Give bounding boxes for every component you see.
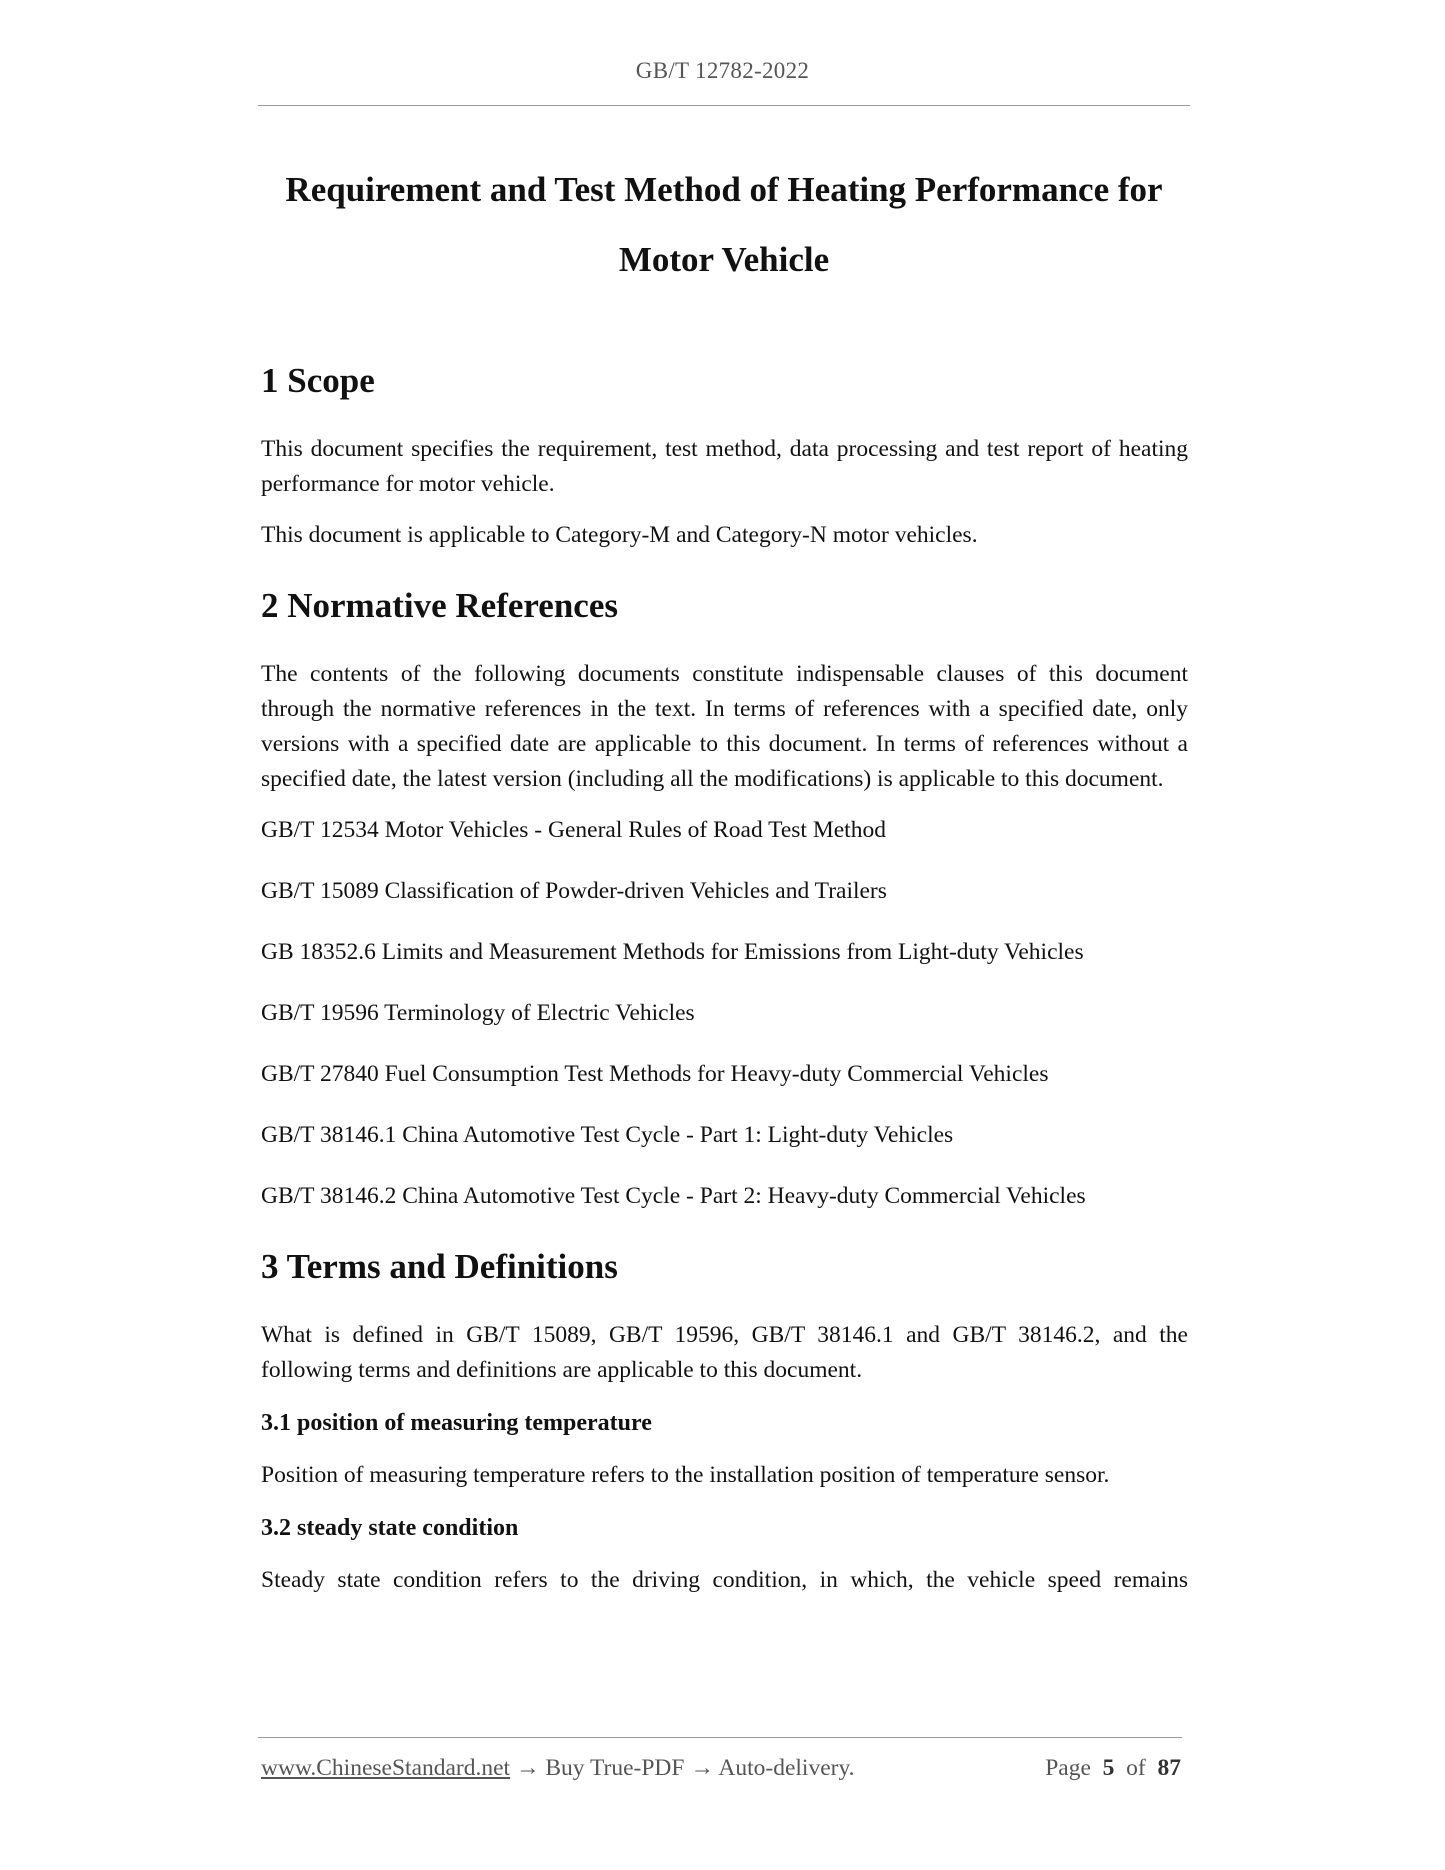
- term-heading-3-2: 3.2 steady state condition: [261, 1515, 519, 1541]
- section-heading-scope: 1 Scope: [261, 361, 375, 400]
- header-doc-code: GB/T 12782-2022: [635, 58, 810, 83]
- title-line-2: Motor Vehicle: [618, 240, 830, 279]
- document-body: [261, 360, 1188, 1598]
- section-heading-terms-definitions: 3 Terms and Definitions: [261, 1247, 618, 1286]
- terms-paragraph: What is defined in GB/T 15089, GB/T 19596, GB/T 38146.1 and GB/T 38146.2, and the following terms and definitions are applicable to this document.: [261, 1322, 1188, 1383]
- term-text-3-1: Position of measuring temperature refers to the installation position of temperature sensor.: [261, 1462, 1110, 1488]
- website-link[interactable]: www.ChineseStandard.net: [261, 1755, 511, 1781]
- footer-left: [261, 1755, 855, 1782]
- reference-item: GB/T 38146.2 China Automotive Test Cycle - Part 2: Heavy-duty Commercial Vehicles: [261, 1183, 1086, 1209]
- page-label: Page: [1045, 1755, 1091, 1781]
- document-title: [258, 155, 1190, 295]
- title-line-1: Requirement and Test Method of Heating Performance for: [285, 170, 1163, 209]
- footer-divider: [258, 1737, 1182, 1738]
- page-number: 5: [1102, 1755, 1115, 1781]
- page-total: 87: [1157, 1755, 1181, 1781]
- reference-item: GB/T 15089 Classification of Powder-driven Vehicles and Trailers: [261, 878, 887, 904]
- reference-item: GB 18352.6 Limits and Measurement Methods for Emissions from Light-duty Vehicles: [261, 939, 1084, 965]
- normative-paragraph: The contents of the following documents constitute indispensable clauses of this document through the normative references in the text. In terms of references with a specified date, only versions with a specified date are applicable to this document. In terms of references without a specified date, the latest version (including all the modifications) is applicable to this document.: [261, 661, 1188, 792]
- section-heading-normative-references: 2 Normative References: [261, 586, 618, 625]
- header-divider: [258, 105, 1190, 106]
- footer-buy-text: → Buy True-PDF → Auto-delivery.: [515, 1755, 855, 1781]
- reference-item: GB/T 38146.1 China Automotive Test Cycle - Part 1: Light-duty Vehicles: [261, 1122, 954, 1148]
- term-text-3-2: Steady state condition refers to the driving condition, in which, the vehicle speed remains: [261, 1567, 1188, 1593]
- term-heading-3-1: 3.1 position of measuring temperature: [261, 1410, 652, 1436]
- page-of-label: of: [1126, 1755, 1146, 1781]
- reference-item: GB/T 12534 Motor Vehicles - General Rules of Road Test Method: [261, 817, 886, 843]
- reference-item: GB/T 27840 Fuel Consumption Test Methods for Heavy-duty Commercial Vehicles: [261, 1061, 1049, 1087]
- page-indicator: [1045, 1755, 1181, 1782]
- reference-item: GB/T 19596 Terminology of Electric Vehicles: [261, 1000, 695, 1026]
- scope-paragraph-2: This document is applicable to Category-M and Category-N motor vehicles.: [261, 522, 978, 548]
- scope-paragraph-1: This document specifies the requirement, test method, data processing and test report of heating performance for motor vehicle.: [261, 436, 1188, 497]
